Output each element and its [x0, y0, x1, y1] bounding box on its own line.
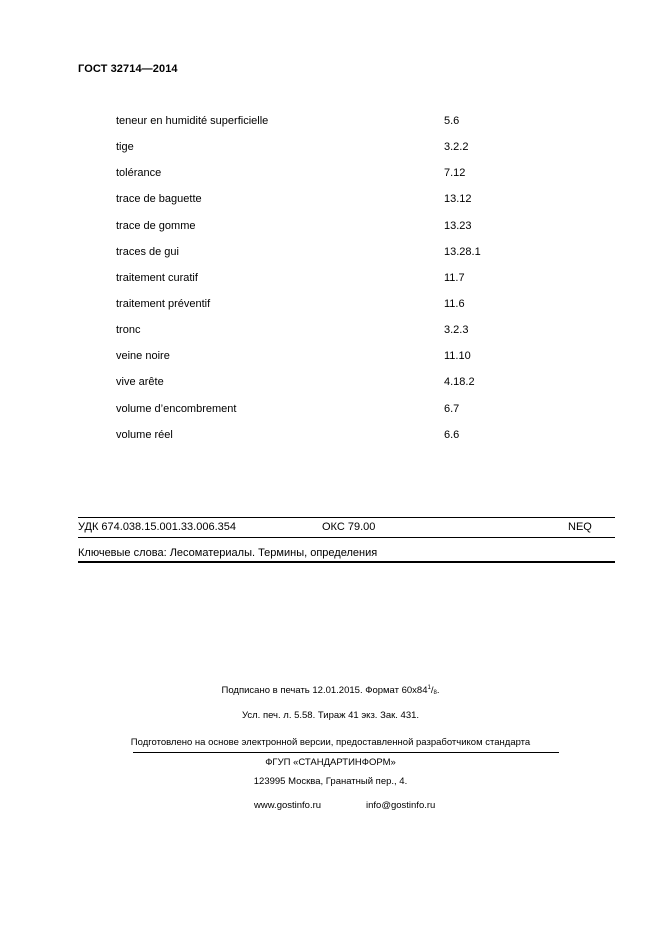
index-term: veine noire: [116, 350, 170, 362]
index-row: [0, 272, 661, 290]
format-denominator: 8: [433, 690, 437, 696]
index-row: [0, 298, 661, 316]
contacts-line: [0, 800, 661, 814]
index-term: tronc: [116, 324, 141, 336]
index-term: teneur en humidité superficielle: [116, 115, 269, 127]
imprint-divider: [133, 752, 559, 753]
website-link[interactable]: www.gostinfo.ru: [254, 800, 322, 811]
index-row: [0, 324, 661, 342]
page-header-title: ГОСТ 32714—2014: [78, 63, 178, 75]
index-row: [0, 350, 661, 368]
index-row: [0, 376, 661, 394]
divider-bottom: [78, 561, 615, 563]
index-term: vive arête: [116, 376, 164, 388]
index-ref: 7.12: [444, 167, 466, 179]
index-ref: 6.7: [444, 403, 460, 415]
format-suffix: .: [436, 685, 440, 696]
index-term: trace de baguette: [116, 193, 202, 205]
print-info-line: Усл. печ. л. 5.58. Тираж 41 экз. Зак. 431.: [241, 710, 420, 721]
signed-text: Подписано в печать 12.01.2015. Формат 60x84: [221, 685, 428, 696]
index-row: [0, 429, 661, 447]
address-line: 123995 Москва, Гранатный пер., 4.: [253, 776, 408, 787]
index-term: volume réel: [116, 429, 173, 441]
index-term: traitement préventif: [116, 298, 211, 310]
udk-code: УДК 674.038.15.001.33.006.354: [78, 521, 236, 533]
index-row: [0, 403, 661, 421]
publisher-line: ФГУП «СТАНДАРТИНФОРМ»: [265, 757, 396, 768]
index-term: tige: [116, 141, 134, 153]
index-ref: 6.6: [444, 429, 460, 441]
prepared-line: Подготовлено на основе электронной версии, предоставленной разработчиком стандарта: [130, 737, 531, 748]
keywords-line: Ключевые слова: Лесоматериалы. Термины, определения: [78, 547, 378, 559]
email-link[interactable]: info@gostinfo.ru: [366, 800, 436, 811]
index-ref: 13.12: [444, 193, 472, 205]
index-ref: 4.18.2: [444, 376, 475, 388]
index-row: [0, 141, 661, 159]
index-row: [0, 246, 661, 264]
index-ref: 11.10: [444, 350, 471, 362]
index-row: [0, 220, 661, 238]
index-ref: 5.6: [444, 115, 460, 127]
neq-mark: NEQ: [568, 521, 592, 533]
index-ref: 3.2.3: [444, 324, 469, 336]
index-row: [0, 167, 661, 185]
divider-top: [78, 517, 615, 518]
index-ref: 11.6: [444, 298, 465, 310]
index-ref: 13.28.1: [444, 246, 481, 258]
index-term: trace de gomme: [116, 220, 196, 232]
format-numerator: 1: [427, 685, 431, 691]
index-row: [0, 115, 661, 133]
index-ref: 3.2.2: [444, 141, 469, 153]
index-term: tolérance: [116, 167, 162, 179]
signed-line: Подписано в печать 12.01.2015. Формат $60x84^1/_8$.: [221, 685, 440, 696]
index-ref: 13.23: [444, 220, 472, 232]
index-row: [0, 193, 661, 211]
index-term: traitement curatif: [116, 272, 198, 284]
index-term: volume d’encombrement: [116, 403, 237, 415]
divider-middle: [78, 537, 615, 538]
index-ref: 11.7: [444, 272, 465, 284]
oks-code: ОКС 79.00: [322, 521, 376, 533]
index-term: traces de gui: [116, 246, 179, 258]
